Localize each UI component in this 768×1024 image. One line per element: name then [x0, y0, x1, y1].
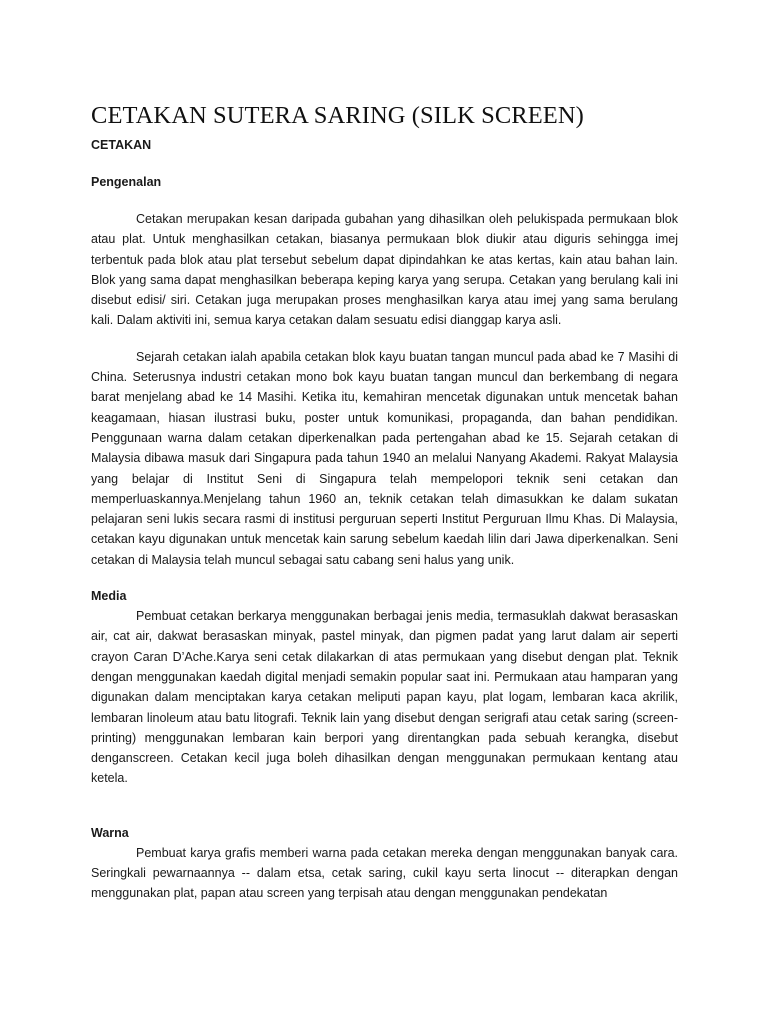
paragraph-pengenalan-2: Sejarah cetakan ialah apabila cetakan blok kayu buatan tangan muncul pada abad ke 7 Masihi di China. Seterusnya industri cetakan mono bok kayu buatan tangan muncul dan berkembang di negara barat menjelang abad ke 14 Masihi. Ketika itu, kemahiran mencetak digunakan untuk mencetak bahan keagamaan, hiasan ilustrasi buku, poster untuk komunikasi, propaganda, dan bahan pendidikan. Penggunaan warna dalam cetakan diperkenalkan pada pertengahan abad ke 15. Sejarah cetakan di Malaysia dibawa masuk dari Singapura pada tahun 1940 an melalui Nanyang Akademi. Rakyat Malaysia yang belajar di Institut Seni di Singapura telah mempelopori teknik seni cetakan dan memperluaskannya.Menjelang tahun 1960 an, teknik cetakan telah dimasukkan ke dalam sukatan pelajaran seni lukis secara rasmi di institusi perguruan seperti Institut Perguruan Ilmu Khas. Di Malaysia, cetakan kayu digunakan untuk mencetak kain sarung sebelum kaedah lilin dari Jawa diperkenalkan. Seni cetakan di Malaysia telah muncul sebagai satu cabang seni halus yang unik.	[91, 349, 678, 567]
document-subtitle: CETAKAN	[91, 138, 152, 152]
paragraph-media-1: Pembuat cetakan berkarya menggunakan berbagai jenis media, termasuklah dakwat berasaskan air, cat air, dakwat berasaskan minyak, pastel minyak, dan pigmen padat yang larut dalam air seperti crayon Caran D’Ache.Karya seni cetak dilakarkan di atas permukaan yang disebut dengan plat. Teknik dengan menggunakan kaedah digital menjadi semakin popular saat ini. Permukaan atau hamparan yang digunakan dalam menciptakan karya cetakan meliputi papan kayu, plat logam, lembaran kaca akrilik, lembaran linoleum atau batu litografi. Teknik lain yang disebut dengan serigrafi atau cetak saring (screen-printing) menggunakan lembaran kain berpori yang direntangkan pada sebuah kerangka, disebut denganscreen. Cetakan kecil juga boleh dihasilkan dengan menggunakan permukaan kentang atau ketela.	[91, 609, 678, 786]
section-heading-media: Media	[91, 589, 127, 604]
document-title: CETAKAN SUTERA SARING (SILK SCREEN)	[91, 102, 584, 129]
paragraph-pengenalan-1: Cetakan merupakan kesan daripada gubahan yang dihasilkan oleh pelukispada permukaan blok atau plat. Untuk menghasilkan cetakan, biasanya permukaan blok diukir atau diguris sehingga imej terbentuk pada blok atau plat tersebut sebelum dapat dipindahkan ke atas kertas, kain atau bahan lain. Blok yang sama dapat menghasilkan beberapa keping karya yang serupa. Cetakan yang berulang kali ini disebut edisi/ siri. Cetakan juga merupakan proses menghasilkan karya atau imej yang sama berulang kali. Dalam aktiviti ini, semua karya cetakan dalam sesuatu edisi dianggap karya asli.	[91, 212, 678, 328]
section-heading-warna: Warna	[91, 825, 129, 840]
section-heading-pengenalan: Pengenalan	[91, 175, 162, 189]
paragraph-warna-1: Pembuat karya grafis memberi warna pada cetakan mereka dengan menggunakan banyak cara. Seringkali pewarnaannya -- dalam etsa, cetak saring, cukil kayu serta linocut -- diterapkan dengan menggunakan plat, papan atau screen yang terpisah atau dengan menggunakan pendekatan	[91, 845, 678, 901]
document-page	[91, 98, 678, 904]
